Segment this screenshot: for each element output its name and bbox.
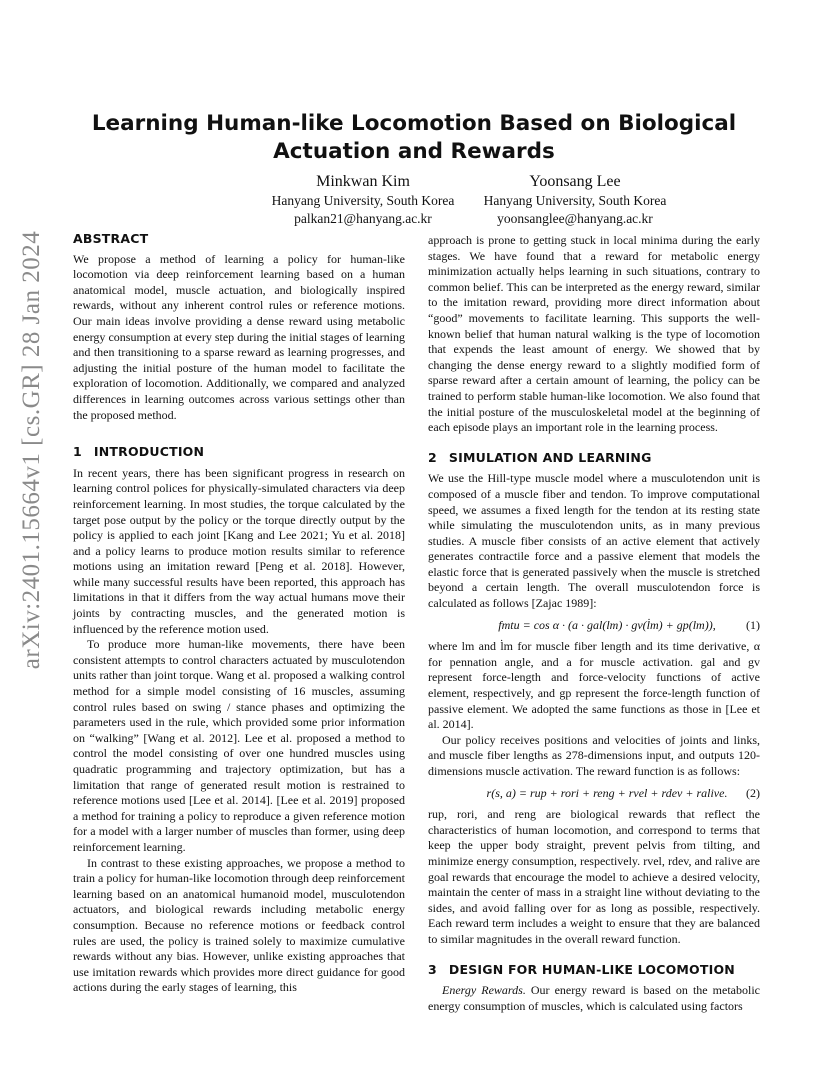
author-email[interactable]: yoonsanglee@hanyang.ac.kr — [497, 210, 653, 226]
abstract-text: We propose a method of learning a policy for human-like locomotion via deep reinforcement learning based on a human anatomical model, muscle actuation, and biologically inspired rewards, without any inherent control rules or reference motions. Our main ideas involve providing a dense reward using metabolic energy consumption at every step during the initial stages of learning and then transitioning to a sparse reward as learning progresses, and adjusting the initial posture of the human model to facilitate the exploration of locomotion. Additionally, we compared and analyzed differences in learning outcomes across various settings other than the proposed method. — [73, 251, 405, 422]
paper-title: Learning Human-like Locomotion Based on Biological Actuation and Rewards — [91, 111, 737, 164]
right-column — [428, 233, 760, 1014]
paragraph-text: Our energy reward is based on the metabolic energy consumption of muscles, which is calculated using factors — [428, 983, 760, 1013]
author-name: Yoonsang Lee — [529, 173, 621, 190]
equation-2 — [428, 786, 760, 802]
section-number: 1 — [73, 444, 82, 460]
author-affiliation: Hanyang University, South Korea — [483, 193, 667, 208]
equation-body: fmtu = cos α · (a · gal(lm) · gv(l̇m) + gp(lm)), — [498, 617, 716, 632]
paragraph: approach is prone to getting stuck in local minima during the early stages. We have found that a reward for metabolic energy minimization actually helps learning in such situations, contrary to common belief. This can be interpreted as the energy reward, similar to the imitation reward, providing more direct information about “good” movements to facilitate learning. This supports the well-known belief that human natural walking is the type of locomotion that expends the least amount of energy. We showed that by changing the dense energy reward to a slightly modified form of sparse reward after a certain amount of learning, the policy can be trained to perform stable human-like locomotion. We also found that the initial posture of the musculoskeletal model at the beginning of each episode plays an important role in the learning process. — [428, 233, 760, 435]
section-heading-introduction — [73, 444, 405, 460]
paragraph: Our policy receives positions and velocities of joints and links, and muscle fiber lengths as 278-dimensions input, and outputs 120-dimensions muscle activation. The reward function is as follows: — [428, 732, 760, 778]
equation-1 — [428, 618, 760, 634]
section-title: INTRODUCTION — [93, 444, 205, 460]
section-heading-simulation — [428, 450, 760, 466]
author-email[interactable]: palkan21@hanyang.ac.kr — [294, 210, 432, 226]
section-title: SIMULATION AND LEARNING — [448, 449, 652, 465]
paragraph — [428, 983, 760, 1014]
arxiv-id-text: arXiv:2401.15664v1 [cs.GR] 28 Jan 2024 — [18, 230, 45, 670]
arxiv-identifier — [14, 220, 50, 680]
paragraph: where lm and l̇m for muscle fiber length and its time derivative, α for pennation angle, and a for muscle activation. gal and gv represent force-length and force-velocity functions of active element, respectively, and gp represent the force-length function of passive element. We adopted the same functions as those in [Lee et al. 2014]. — [428, 639, 760, 732]
paragraph: rup, rori, and reng are biological rewards that reflect the characteristics of human locomotion, and correspond to terms that keep the upper body straight, prevent pelvis from tilting, and minimize energy consumption, respectively. rvel, rdev, and ralive are goal rewards that encourage the model to achieve a desired velocity, maintain the center of mass in a straight line without deviating to the sides, and avoid falling over for as long as possible, respectively. Each reward term includes a weight to ensure that they are balanced to similar magnitudes in the overall reward function. — [428, 807, 760, 946]
section-number: 3 — [428, 961, 437, 977]
author-name: Minkwan Kim — [316, 173, 410, 190]
equation-number: (2) — [745, 785, 760, 800]
equation-body: r(s, a) = rup + rori + reng + rvel + rdev + ralive. — [486, 785, 728, 800]
section-title: DESIGN FOR HUMAN-LIKE LOCOMOTION — [448, 961, 735, 977]
section-heading-design — [428, 962, 760, 978]
abstract-heading: ABSTRACT — [73, 231, 149, 246]
paragraph: We use the Hill-type muscle model where a musculotendon unit is composed of a muscle fiber and tendon. To improve computational speed, we assumes a fixed length for the tendon at its resting state while simulating the musculotendon units, as in many previous studies. A muscle fiber consists of an active element that actively generates contractile force and a passive element that models the elastic force that is generated passively when the muscle is stretched beyond a certain length. The overall musculotendon force is calculated as follows [Zajac 1989]: — [428, 471, 760, 611]
paragraph: In recent years, there has been significant progress in research on learning control polices for physically-simulated characters via deep reinforcement learning. In most studies, the torque calculated by the target pose output by the policy or the torque directly output by the policy is applied to each joint [Kang and Lee 2021; Yu et al. 2018] and a policy learns to produce motion results similar to reference motions using an imitation reward [Peng et al. 2018]. However, while many successful results have been reported, this approach has limitations in that it differs from the way actual humans move their joints by contracting muscles, and the generated motion is influenced by the reference motion used. — [73, 465, 405, 636]
paragraph-label: Energy Rewards. — [442, 983, 526, 998]
author-block-2 — [410, 171, 740, 227]
equation-number: (1) — [745, 617, 760, 632]
paragraph: To produce more human-like movements, there have been consistent attempts to control characters actuated by musculotendon units rather than joint torque. Wang et al. proposed a walking control method for a simple model consisting of 16 muscles, assuming control rules based on swing / stance phases and optimizing the parameters used in the rule, which provided some prior information on “walking” [Wang et al. 2012]. Lee et al. proposed a method to control the model consisting of over one hundred muscles using quadratic programming and trajectory optimization, but has a limitation that range of generated result motion is restrained to reference motions used [Lee et al. 2014]. [Lee et al. 2019] proposed a method for training a policy to reproduce a given reference motion for a model with a larger number of muscles than former, using deep reinforcement learning. — [73, 637, 405, 854]
paragraph: In contrast to these existing approaches, we propose a method to train a policy for human-like locomotion through deep reinforcement learning based on an anatomical humanoid model, musculotendon actuators, and biological rewards including metabolic energy consumption. Because no reference motions or feedback control rules are used, the policy is trained solely to maximize cumulative rewards without any bias. However, unlike existing approaches that use imitation rewards which provides more direct guidance for good actions during the early stages of learning, this — [73, 855, 405, 995]
section-number: 2 — [428, 449, 437, 465]
author-affiliation: Hanyang University, South Korea — [271, 193, 455, 208]
left-column — [73, 231, 405, 996]
